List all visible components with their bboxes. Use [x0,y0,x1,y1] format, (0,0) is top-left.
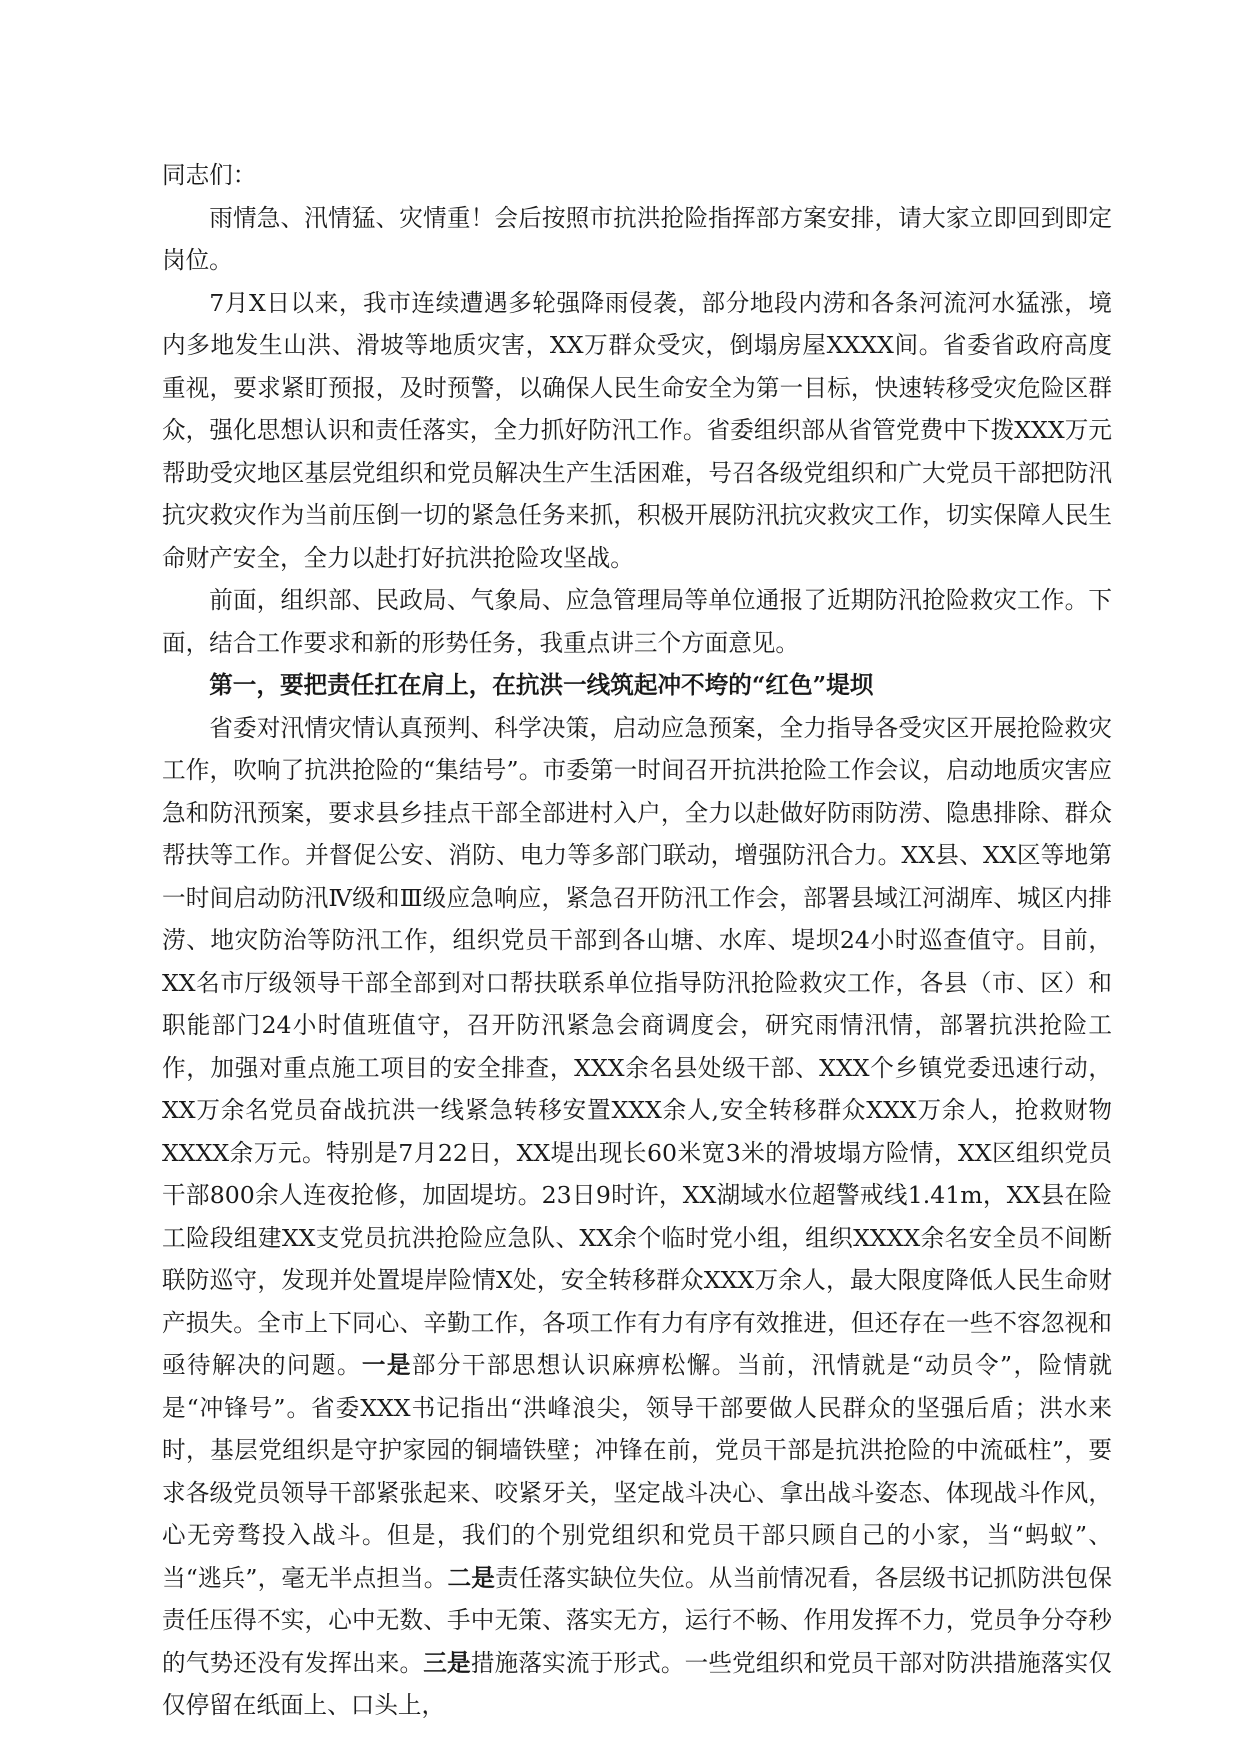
point-2-label: 二是 [447,1563,495,1592]
paragraph-2: 7月X日以来，我市连续遭遇多轮强降雨侵袭，部分地段内涝和各条河流河水猛涨，境内多地发生山洪、滑坡等地质灾害，XX万群众受灾，倒塌房屋XXXX间。省委省政府高度重视，要求紧盯预报，及时预警，以确保人民生命安全为第一目标，快速转移受灾危险区群众，强化思想认识和责任落实，全力抓好防汛工作。省委组织部从省管党费中下拨XXX万元帮助受灾地区基层党组织和党员解决生产生活困难，号召各级党组织和广大党员干部把防汛抗灾救灾作为当前压倒一切的紧急任务来抓，积极开展防汛抗灾救灾工作，切实保障人民生命财产安全，全力以赴打好抗洪抢险攻坚战。 [162,288,1112,572]
point-3-text: 措施落实流于形式。一些党组织和党员干部对防洪措施落实仅仅停留在纸面上、口头上， [162,1648,1113,1719]
point-1-label: 一是 [361,1351,412,1379]
salutation: 同志们： [162,161,257,189]
document-body [162,154,1112,1727]
point-1-text: 部分干部思想认识麻痹松懈。当前，汛情就是“动员令”，险情就是“冲锋号”。省委XXX书记指出“洪峰浪尖，领导干部要做人民群众的坚强后盾；洪水来时，基层党组织是守护家园的铜墙铁壁；冲锋在前，党员干部是抗洪抢险的中流砥柱”，要求各级党员领导干部紧张起来、咬紧牙关，坚定战斗决心、拿出战斗姿态、体现战斗作风，心无旁骛投入战斗。但是，我们的个别党组织和党员干部只顾自己的小家，当“蚂蚁”、当“逃兵”，毫无半点担当。 [162,1351,1113,1592]
point-2-text: 责任落实缺位失位。从当前情况看，各层级书记抓防洪包保责任压得不实，心中无数、手中无策、落实无方，运行不畅、作用发挥不力，党员争分夺秒的气势还没有发挥出来。 [162,1563,1113,1677]
paragraph-1: 雨情急、汛情猛、灾情重！会后按照市抗洪抢险指挥部方案安排，请大家立即回到即定岗位。 [162,203,1112,274]
section-heading-1: 第一，要把责任扛在肩上，在抗洪一线筑起冲不垮的“红色”堤坝 [209,671,874,699]
paragraph-3: 前面，组织部、民政局、气象局、应急管理局等单位通报了近期防汛抢险救灾工作。下面，结合工作要求和新的形势任务，我重点讲三个方面意见。 [162,586,1112,657]
paragraph-4 [162,707,1112,1727]
point-3-label: 三是 [423,1648,471,1677]
paragraph-4-intro: 省委对汛情灾情认真预判、科学决策，启动应急预案，全力指导各受灾区开展抢险救灾工作，吹响了抗洪抢险的“集结号”。市委第一时间召开抗洪抢险工作会议，启动地质灾害应急和防汛预案，要求县乡挂点干部全部进村入户，全力以赴做好防雨防涝、隐患排除、群众帮扶等工作。并督促公安、消防、电力等多部门联动，增强防汛合力。XX县、XX区等地第一时间启动防汛Ⅳ级和Ⅲ级应急响应，紧急召开防汛工作会，部署县域江河湖库、城区内排涝、地灾防治等防汛工作，组织党员干部到各山塘、水库、堤坝24小时巡查值守。目前，XX名市厅级领导干部全部到对口帮扶联系单位指导防汛抢险救灾工作，各县（市、区）和职能部门24小时值班值守，召开防汛紧急会商调度会，研究雨情汛情，部署抗洪抢险工作，加强对重点施工项目的安全排查，XXX余名县处级干部、XXX个乡镇党委迅速行动，XX万余名党员奋战抗洪一线紧急转移安置XXX余人,安全转移群众XXX万余人，抢救财物XXXX余万元。特别是7月22日，XX堤出现长60米宽3米的滑坡塌方险情，XX区组织党员干部800余人连夜抢修，加固堤坊。23日9时许，XX湖域水位超警戒线1.41m，XX县在险工险段组建XX支党员抗洪抢险应急队、XX余个临时党小组，组织XXXX余名安全员不间断联防巡守，发现并处置堤岸险情X处，安全转移群众XXX万余人，最大限度降低人民生命财产损失。全市上下同心、辛勤工作，各项工作有力有序有效推进，但还存在一些不容忽视和亟待解决的问题。 [162,713,1112,1379]
